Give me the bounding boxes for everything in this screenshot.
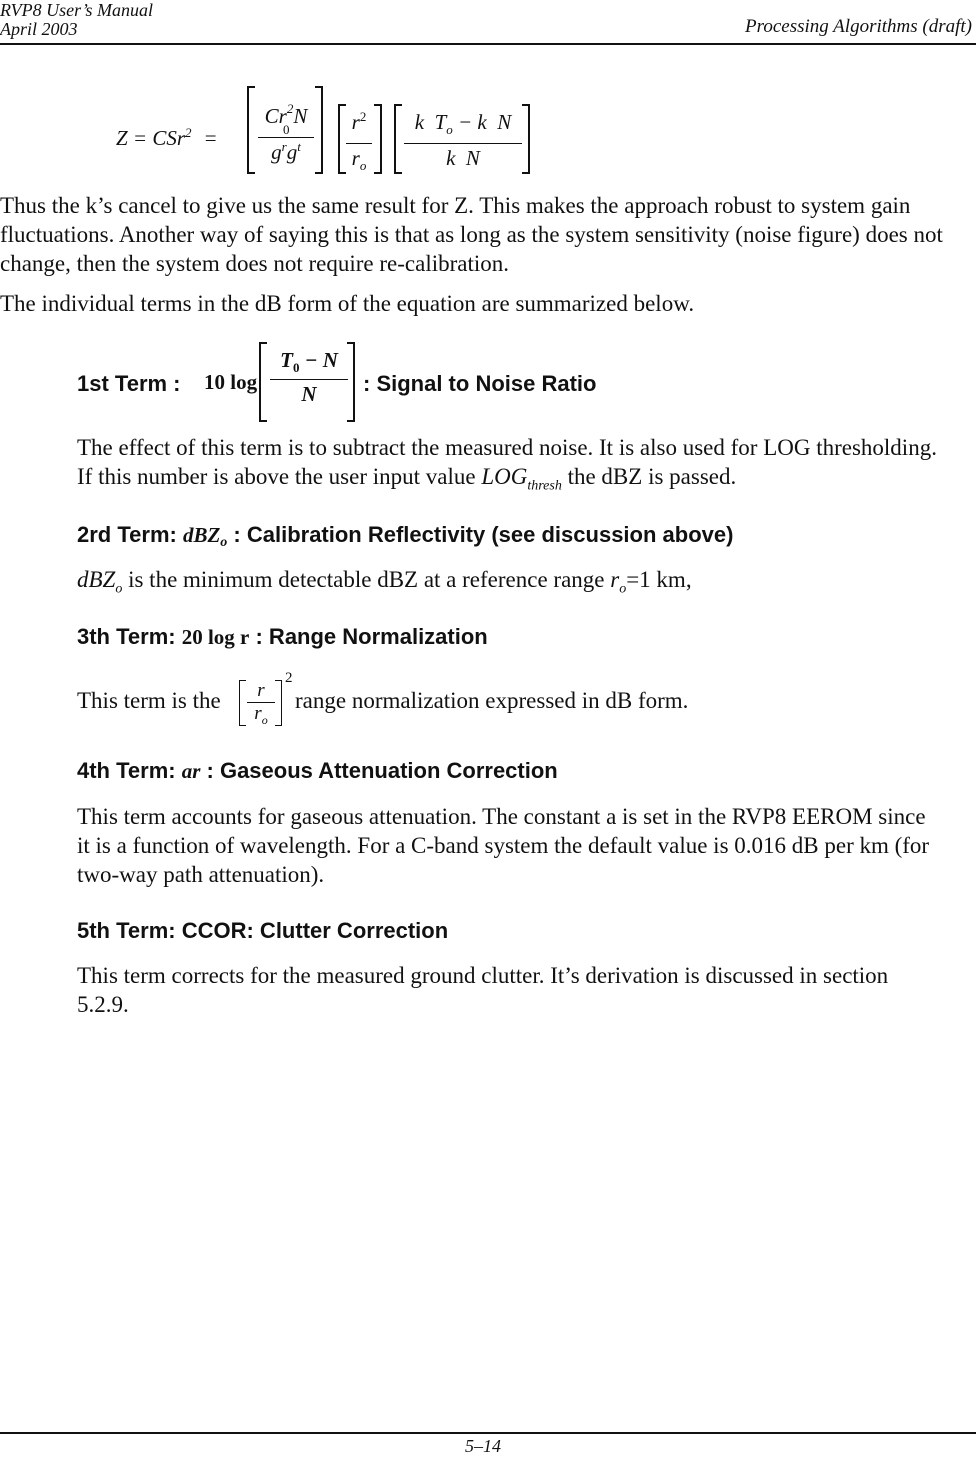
bracket-left (247, 86, 255, 174)
summary-paragraph: The individual terms in the dB form of the equation are summarized below. (0, 291, 695, 316)
bracket-right (275, 680, 282, 726)
bracket-left (338, 104, 346, 174)
bracket-right (522, 104, 530, 174)
term-1-heading: 1st Term : 10 log $\frac{T_0 - N}{N}$ : Signal to Noise Ratio (77, 334, 957, 424)
term-1-body-line-1: The effect of this term is to subtract the measured noise. It is also used for LOG thresholding. (77, 435, 937, 460)
term-3-heading: 3th Term: 20 log r : Range Normalization (77, 624, 488, 649)
eq-lhs: Z = CSr (116, 126, 186, 150)
term-5-body-line-2: 5.2.9. (77, 992, 129, 1017)
section-title: Processing Algorithms (draft) (745, 16, 972, 37)
main-equation: Z = CSr$^2$ = $Cr^2N$ $g^rg^t$ 0 $\frac{r^2}{r_o}$ $\frac{k T_o - k N}{\text{k N}}$ (0, 0, 976, 190)
bracket-right (315, 86, 323, 174)
term-2-heading: 2rd Term: dBZ$_o$ : Calibration Reflectivity (see discussion above) (77, 522, 734, 551)
manual-date: April 2003 (0, 19, 78, 39)
intro-paragraph: Thus the k’s cancel to give us the same result for Z. This makes the approach robust to system gain fluctuations. Another way of saying this is that as long as the system sensitivity (noise figure) does not change, then the system does not require re-calibration. (0, 193, 943, 276)
term-1-body-line-2: If this number is above the user input value $LOG_{thresh}$ the dBZ is passed. (77, 464, 737, 494)
term-5-heading: 5th Term: CCOR: Clutter Correction (77, 918, 449, 943)
range-fraction: $\frac{r}{r_o}$ (247, 680, 275, 725)
page-number: 5–14 (465, 1436, 501, 1456)
term-2-body: dBZ$_o$ is the minimum detectable dBZ at a reference range $r_o=1$ km, (77, 567, 692, 597)
term-3-body: This term is the $\frac{r}{r_o}$ 2 range normalization expressed in dB form. (77, 670, 689, 727)
footer-rule (0, 1432, 976, 1434)
bracket-left (239, 680, 246, 726)
bracket-right (374, 104, 382, 174)
manual-title: RVP8 User’s Manual (0, 0, 153, 20)
term-4-body-line-3: two-way path attenuation). (77, 862, 325, 887)
term-4-body-line-2: it is a function of wavelength. For a C-band system the default value is 0.016 dB per km (for (77, 833, 930, 858)
bracket-right (347, 342, 355, 422)
term-4-heading: 4th Term: ar : Gaseous Attenuation Correction (77, 758, 558, 783)
bracket-left (394, 104, 402, 174)
term-4-body-line-1: This term accounts for gaseous attenuation. The constant a is set in the RVP8 EEROM since (77, 804, 926, 829)
bracket-left (259, 342, 267, 422)
fraction-1: Cr$^2$N $g^rg^t$ (258, 104, 314, 165)
fraction-2: $\frac{r^2}{r_o}$ (346, 110, 372, 171)
term-5-body-line-1: This term corrects for the measured ground clutter. It’s derivation is discussed in section (77, 963, 889, 988)
snr-fraction: $\frac{T_0 - N}{N}$ (270, 348, 348, 407)
fraction-3: $\frac{k T_o - k N}{\text{k N}}$ (404, 110, 522, 171)
